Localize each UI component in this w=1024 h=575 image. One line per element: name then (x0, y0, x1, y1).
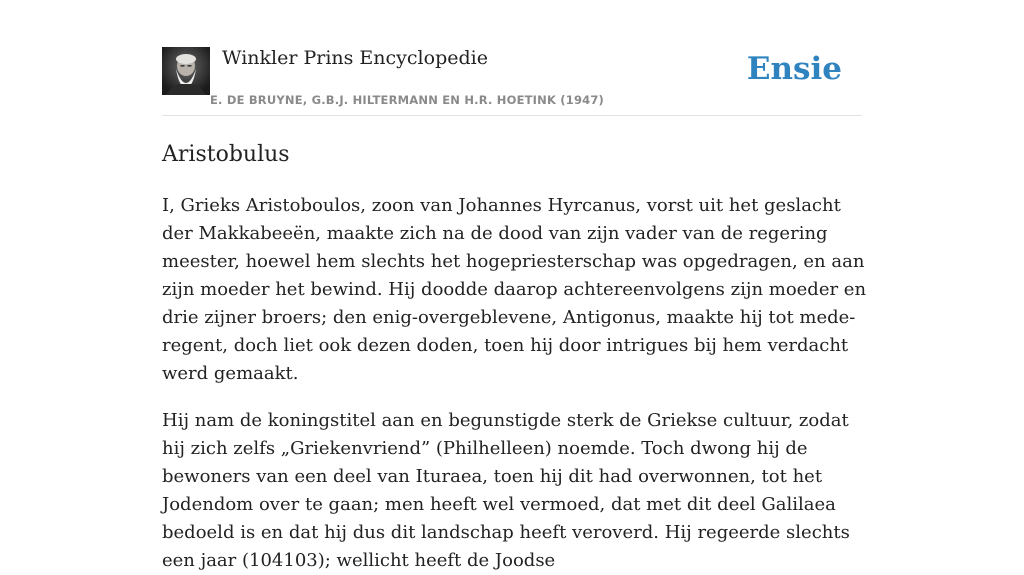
bearded-man-portrait-icon (162, 47, 210, 95)
article-paragraph: Hij nam de koningstitel aan en begunstigde sterk de Griekse cultuur, zodat hij zich zelfs „Griekenvriend” (Philhelleen) noemde. Toch dwong hij de bewoners van een deel van Ituraea, toen hij dit had overwonnen, tot het Jodendom over te gaan; men heeft wel vermoed, dat met dit deel Galilaea bedoeld is en dat hij dus dit landschap heeft veroverd. Hij regeerde slechts een jaar (104103); wellicht heeft de Joodse (162, 410, 850, 571)
source-subtitle: E. DE BRUYNE, G.B.J. HILTERMANN EN H.R. HOETINK (1947) (210, 93, 605, 107)
site-header (162, 0, 862, 116)
article-paragraph: I, Grieks Aristoboulos, zoon van Johannes Hyrcanus, vorst uit het geslacht der Makkabeeën, maakte zich na de dood van zijn vader van de regering meester, hoewel hem slechts het hogepriesterschap was opgedragen, en aan zijn moeder het bewind. Hij doodde daarop achtereenvolgens zijn moeder en drie zijner broers; den enig-overgeblevene, Antigonus, maakte hij tot mede-regent, doch liet ook dezen doden, toen hij door intrigues bij hem verdacht werd gemaakt. (162, 195, 867, 384)
brand-logo-link[interactable]: Ensie (746, 51, 842, 87)
article-title: Aristobulus (162, 142, 290, 167)
site-title[interactable]: Winkler Prins Encyclopedie (222, 47, 488, 69)
author-avatar[interactable] (162, 47, 210, 95)
article-content (162, 138, 872, 575)
